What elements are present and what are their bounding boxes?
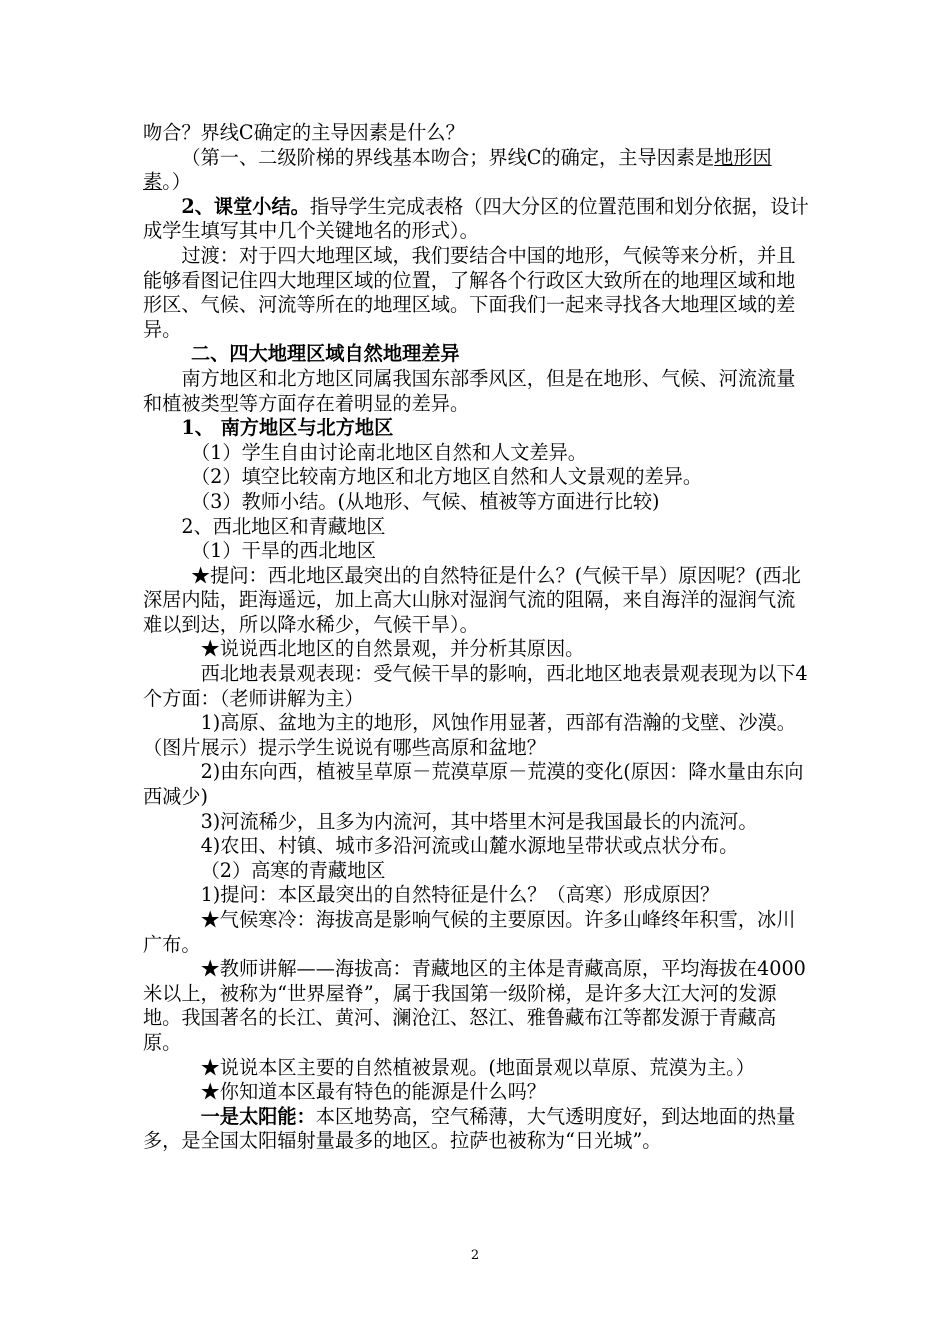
paragraph: 南方地区和北方地区同属我国东部季风区，但是在地形、气候、河流流量和植被类型等方面存在着明显的差异。 bbox=[143, 366, 796, 415]
paragraph: 吻合？界线C确定的主导因素是什么？ bbox=[143, 121, 465, 144]
paragraph: ★教师讲解——海拔高：青藏地区的主体是青藏高原，平均海拔在4000米以上，被称为“世界屋脊”，属于我国第一级阶梯，是许多大江大河的发源地。我国著名的长江、黄河、澜沧江、怒江、雅鲁藏布江等都发源于青藏高原。 bbox=[143, 957, 806, 1054]
paragraph: （2）高寒的青藏地区 bbox=[200, 858, 386, 882]
paragraph: 西北地表景观表现：受气候干旱的影响，西北地区地表景观表现为以下4个方面：（老师讲解为主） bbox=[143, 662, 808, 710]
paragraph: ★提问：西北地区最突出的自然特征是什么？(气候干旱）原因呢？(西北深居内陆，距海遥远，加上高大山脉对湿润气流的阻隔，来自海洋的湿润气流难以到达，所以降水稀少，气候干旱）。 bbox=[143, 563, 801, 636]
document-body bbox=[143, 121, 811, 1154]
bold-label: 一是太阳能： bbox=[200, 1104, 316, 1128]
paragraph: （2）填空比较南方地区和北方地区自然和人文景观的差异。 bbox=[191, 465, 703, 489]
text-run: 本区地势高，空气稀薄，大气透明度好，到达地面的热量多，是全国太阳辐射量最多的地区。拉萨也被称为“日光城”。 bbox=[143, 1104, 796, 1153]
paragraph bbox=[143, 1105, 811, 1154]
paragraph: ★说说西北地区的自然景观，并分析其原因。 bbox=[200, 637, 585, 661]
subsection-heading: 2、西北地区和青藏地区 bbox=[181, 514, 386, 538]
subsection-heading: 1、 南方地区与北方地区 bbox=[181, 416, 394, 440]
paragraph: 1)高原、盆地为主的地形，风蚀作用显著，西部有浩瀚的戈壁、沙漠。（图片展示）提示学生说说有哪些高原和盆地？ bbox=[143, 711, 796, 759]
paragraph: （1）学生自由讨论南北地区自然和人文差异。 bbox=[191, 440, 587, 464]
page-number: 2 bbox=[470, 1248, 480, 1263]
paragraph: 1)提问：本区最突出的自然特征是什么？（高寒）形成原因？ bbox=[200, 883, 720, 907]
paragraph: 过渡：对于四大地理区域，我们要结合中国的地形，气候等来分析，并且能够看图记住四大地理区域的位置，了解各个行政区大致所在的地理区域和地形区、气候、河流等所在的地理区域。下面我们一起来寻找各大地理区域的差异。 bbox=[143, 243, 796, 341]
paragraph: （3）教师小结。(从地形、气候、植被等方面进行比较) bbox=[191, 489, 660, 513]
paragraph: 3)河流稀少，且多为内流河，其中塔里木河是我国最长的内流河。 bbox=[200, 809, 758, 833]
text-run: 。） bbox=[162, 170, 191, 194]
underlined-answer: 地形因素 bbox=[143, 145, 772, 194]
paragraph: 4)农田、村镇、城市多沿河流或山麓水源地呈带状或点状分布。 bbox=[200, 834, 739, 858]
section-heading: 二、四大地理区域自然地理差异 bbox=[191, 342, 460, 366]
text-run: 指导学生完成表格（四大分区的位置范围和划分依据，设计成学生填写其中几个关键地名的形式）。 bbox=[143, 194, 809, 243]
paragraph: ★你知道本区最有特色的能源是什么吗？ bbox=[200, 1080, 546, 1104]
paragraph: （1）干旱的西北地区 bbox=[191, 539, 376, 563]
paragraph bbox=[143, 146, 811, 195]
paragraph: 2)由东向西，植被呈草原－荒漠草原－荒漠的变化(原因：降水量由东向西减少) bbox=[143, 760, 804, 809]
paragraph: ★气候寒冷：海拔高是影响气候的主要原因。许多山峰终年积雪，冰川广布。 bbox=[143, 908, 796, 956]
text-run: （第一、二级阶梯的界线基本吻合；界线C的确定，主导因素是 bbox=[181, 145, 715, 169]
paragraph bbox=[143, 195, 811, 244]
paragraph: ★说说本区主要的自然植被景观。(地面景观以草原、荒漠为主。） bbox=[200, 1055, 755, 1079]
section-label: 2、课堂小结。 bbox=[181, 194, 310, 218]
